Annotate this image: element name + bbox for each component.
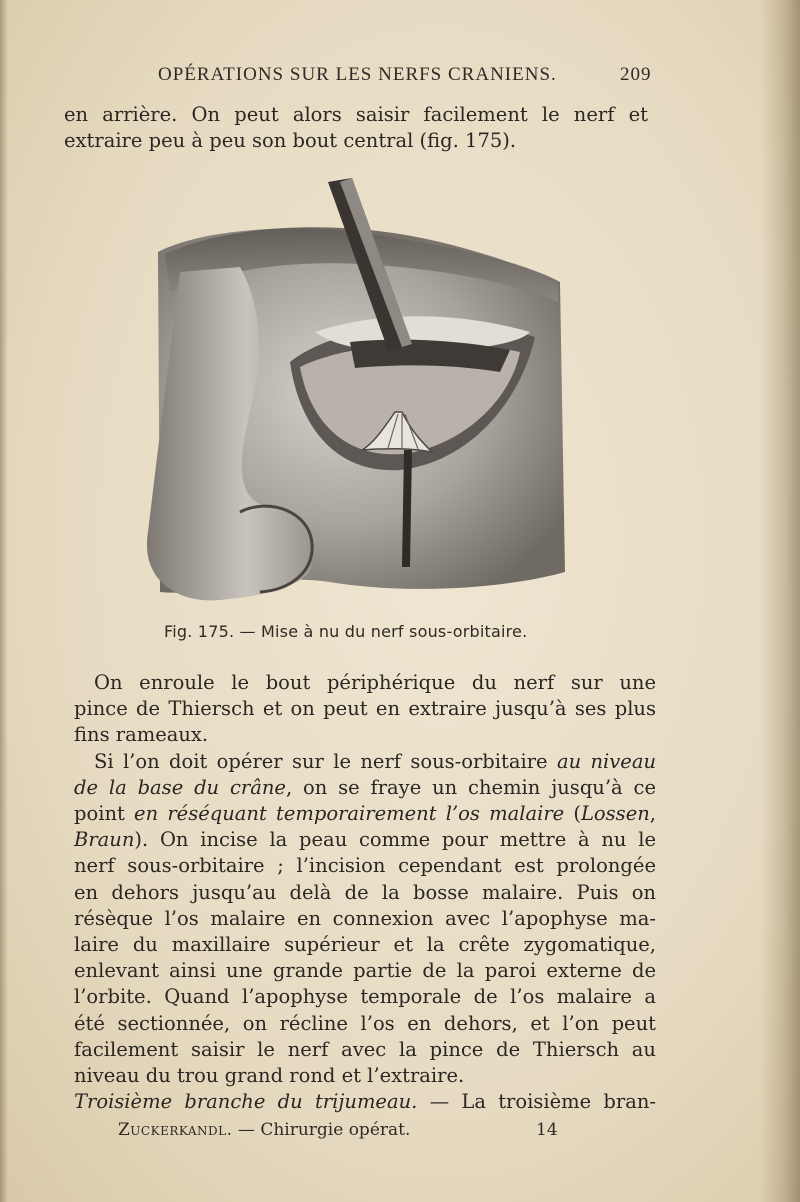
text-run: , on se fraye un chemin jusqu’à ce [285, 775, 656, 799]
text-line [74, 827, 656, 853]
page-left-edge-shadow [0, 0, 8, 1202]
text-line [74, 958, 656, 984]
text-line: extraire peu à peu son bout central (fig. 175). [64, 129, 517, 153]
page-footer [118, 1120, 578, 1140]
text-run: laire du maxillaire supérieur et la crête zygomatique, [74, 933, 656, 957]
text-line [74, 880, 656, 906]
page-spine-shadow [760, 0, 800, 1202]
text-run: l’orbite. Quand l’apophyse temporale de l’os malaire a [74, 985, 656, 1009]
text-line [74, 1011, 656, 1037]
text-line [74, 722, 656, 748]
text-run: On enroule le bout périphérique du nerf sur une [94, 671, 656, 694]
page-number: 209 [620, 64, 652, 85]
text-run: Si l’on doit opérer sur le nerf sous-orbitaire [94, 749, 557, 773]
footer-book-title: — Chirurgie opérat. [232, 1120, 411, 1140]
text-line [74, 749, 656, 775]
text-run: ( [564, 802, 581, 826]
text-line [74, 853, 656, 879]
text-run: résèque l’os malaire en connexion avec l’apophyse ma- [74, 906, 656, 930]
figure-caption: Fig. 175. — Mise à nu du nerf sous-orbitaire. [164, 622, 528, 641]
text-run: été sectionnée, on récline l’os en dehors, et l’on peut [74, 1011, 656, 1035]
italic-run: de la base du crâne [74, 775, 286, 799]
text-run: , [649, 802, 656, 826]
body-paragraphs [74, 670, 656, 1115]
text-run: enlevant ainsi une grande partie de la paroi externe de [74, 959, 656, 983]
running-head-title: OPÉRATIONS SUR LES NERFS CRANIENS. [158, 64, 557, 85]
intro-paragraph [64, 102, 648, 154]
italic-run: en réséquant temporairement l’os malaire [134, 802, 565, 826]
text-run: — La troisième bran- [417, 1090, 656, 1114]
text-line [74, 906, 656, 932]
italic-run: Lossen [580, 802, 650, 826]
italic-run: Braun [74, 828, 135, 852]
text-run: pince de Thiersch et on peut en extraire jusqu’à ses plus [74, 697, 656, 721]
text-line [74, 1089, 656, 1115]
text-run: facilement saisir le nerf avec la pince de Thiersch au [74, 1037, 656, 1061]
italic-run: au niveau [556, 749, 657, 773]
footer-author: Zuckerkandl. [118, 1120, 233, 1140]
text-run: fins rameaux. [74, 723, 209, 747]
figure-engraving [140, 172, 580, 608]
text-line [74, 670, 656, 696]
text-line [74, 1037, 656, 1063]
text-line [74, 984, 656, 1010]
text-line [74, 775, 656, 801]
signature-mark: 14 [536, 1120, 558, 1140]
figure-illustration-infraorbital-nerf [140, 172, 580, 608]
text-line [74, 1063, 656, 1089]
text-run: nerf sous-orbitaire ; l’incision cependant est prolongée [74, 854, 656, 878]
text-run: point [74, 802, 135, 826]
text-line [74, 801, 656, 827]
text-run: niveau du trou grand rond et l’extraire. [74, 1064, 465, 1088]
text-run: en dehors jusqu’au delà de la bosse malaire. Puis on [74, 880, 656, 904]
text-line [74, 932, 656, 958]
text-line [74, 696, 656, 722]
italic-run: Troisième branche du trijumeau. [74, 1090, 418, 1114]
text-line: en arrière. On peut alors saisir facilement le nerf et [64, 103, 648, 126]
text-run: ). On incise la peau comme pour mettre à nu le [134, 828, 656, 852]
